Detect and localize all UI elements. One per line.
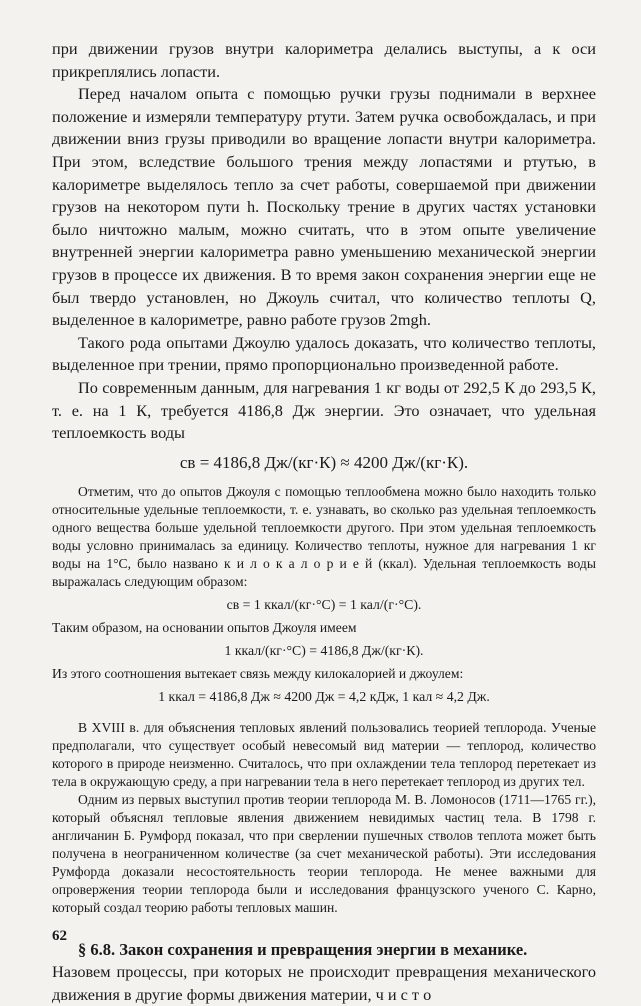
formula-joule-ratio: 1 ккал/(кг·°С) = 4186,8 Дж/(кг·К). — [224, 642, 424, 658]
small-paragraph-1: Отметим, что до опытов Джоуля с помощью теплообмена можно было находить только относительные удельные теплоемкости, т. е. узнавать, во сколько раз удельная теплоемкость одного вещества больше удельной теплоемкости другого. При этом удельная теплоемкость воды условно принималась за единицу. Количество теплоты, нужное для нагревания 1 кг воды на 1°С, было названо к и л о к а л о р и е й (ккал). Удельная теплоемкость воды выражалась следующим образом: — [52, 483, 596, 589]
small-paragraph-2: Таким образом, на основании опытов Джоуля имеем — [52, 619, 357, 635]
formula-specific-heat: cв = 4186,8 Дж/(кг·К) ≈ 4200 Дж/(кг·К). — [179, 452, 469, 472]
page-number: 62 — [52, 928, 67, 944]
page-content — [52, 38, 596, 1006]
paragraph-3: Такого рода опытами Джоулю удалось доказать, что количество теплоты, выделенное при трении, прямо пропорционально произведенной работе. — [52, 332, 596, 375]
small-paragraph-5: Одним из первых выступил против теории теплорода М. В. Ломоносов (1711—1765 гг.), который объяснял тепловые явления движением невидимых частиц тела. В 1798 г. англичанин Б. Румфорд показал, что при сверлении пушечных стволов теплота может быть получена в неограниченном количестве (за счет механической работы). Эти исследования Румфорда доказали несостоятельность теории теплорода. Не менее важными для опровержения теории теплорода были и исследования французского ученого С. Карно, который создал теорию работы тепловых машин. — [52, 791, 596, 915]
formula-kcal-joule: 1 ккал = 4186,8 Дж ≈ 4200 Дж = 4,2 кДж, 1 кал ≈ 4,2 Дж. — [158, 688, 490, 704]
small-paragraph-3: Из этого соотношения вытекает связь между килокалорией и джоулем: — [52, 665, 464, 681]
paragraph-2: Перед началом опыта с помощью ручки грузы поднимали в верхнее положение и измеряли температуру ртути. Затем ручка освобождалась, и при движении вниз грузы приводили во вращение лопасти внутри калориметра. При этом, вследствие большого трения между лопастями и ртутью, в калориметре выделялось тепло за счет работы, совершаемой при движении грузов на некотором пути h. Поскольку трение в других частях установки было ничтожно малым, можно считать, что в этом опыте увеличение внутренней энергии калориметра равно уменьшению механической энергии грузов в процессе их движения. В то время закон сохранения энергии еще не был твердо установлен, но Джоуль считал, что количество теплоты Q, выделенное в калориметре, равно работе грузов 2mgh. — [52, 84, 596, 330]
section-heading: § 6.8. Закон сохранения и превращения энергии в механике. — [78, 939, 528, 959]
formula-kcal: cв = 1 ккал/(кг·°С) = 1 кал/(г·°С). — [226, 596, 422, 612]
paragraph-4: По современным данным, для нагревания 1 кг воды от 292,5 К до 293,5 К, т. е. на 1 К, требуется 4186,8 Дж энергии. Это означает, что удельная теплоемкость воды — [52, 377, 596, 443]
paragraph-1: при движении грузов внутри калориметра делались выступы, а к оси прикреплялись лопасти. — [52, 39, 596, 81]
small-paragraph-4: В XVIII в. для объяснения тепловых явлений пользовались теорией теплорода. Ученые предполагали, что существует особый невесомый вид материи — теплород, количество которого в природе неизменно. Считалось, что при охлаждении тела теплород перетекает из тела в окружающую среду, а при нагревании тела в него перетекает теплород из других тел. — [52, 719, 596, 789]
section-first-paragraph: Назовем процессы, при которых не происходит превращения механического движения в другие формы движения материи, ч и с т о — [52, 962, 596, 1004]
